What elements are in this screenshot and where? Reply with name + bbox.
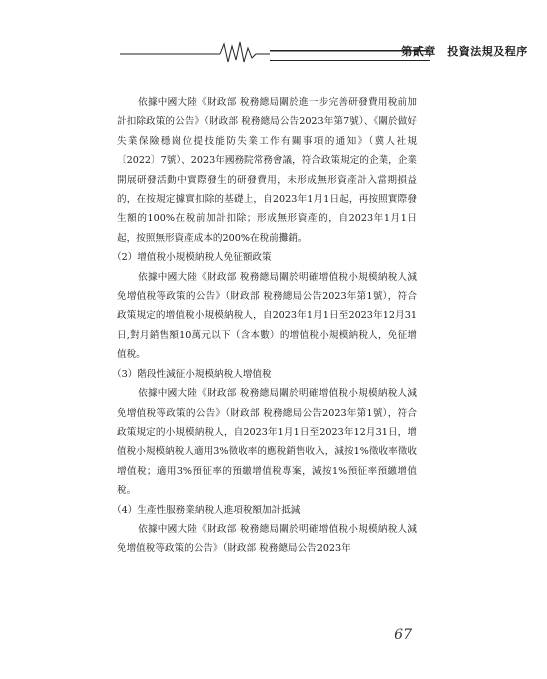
paragraph-vat-reduction: 依據中國大陸《財政部 稅務總局關於明確增值稅小規模納稅人減免增值稅等政策的公告》（財政部 稅務總局公告2023年第1號），符合政策規定的小規模納稅人，自2023年1月1日至2023年12月31日，增值稅小規模納稅人適用3%徵收率的應稅銷售收入，減按1%徵收率徵收增值稅；適用3%預征率的預繳增值稅專案，減按1%預征率預繳增值稅。 [117, 388, 417, 497]
running-header [120, 40, 528, 64]
paragraph-input-tax-credit: 依據中國大陸《財政部 稅務總局關於明確增值稅小規模納稅人減免增值稅等政策的公告》（財政部 稅務總局公告2023年 [117, 523, 417, 555]
paragraph-vat-exemption: 依據中國大陸《財政部 稅務總局關於明確增值稅小規模納稅人減免增值稅等政策的公告》（財政部 稅務總局公告2023年第1號），符合政策規定的增值稅小規模納稅人，自2023年1月1日至2023年12月31日,對月銷售額10萬元以下（含本數）的增值稅小規模納稅人，免征增值稅。 [117, 271, 417, 361]
body-text [112, 93, 417, 559]
paragraph-rd-deduction: 依據中國大陸《財政部 稅務總局關於進一步完善研發費用稅前加計扣除政策的公告》（財政部 稅務總局公告2023年第7號）、《關於做好失業保險穩崗位提技能防失業工作有關事項的通知》（冀人社規〔2022〕7號）、2023年國務院常務會議，符合政策規定的企業，企業開展研發活動中實際發生的研發費用，未形成無形資產計入當期損益的，在按規定據實扣除的基礎上，自2023年1月1日起，再按照實際發生額的100%在稅前加計扣除；形成無形資產的，自2023年1月1日起，按照無形資產成本的200%在稅前攤銷。 [117, 97, 417, 244]
chapter-title: 第貳章 投資法規及程序 [401, 45, 528, 58]
section-heading-4: （4）生產性服務業納稅人進項稅額加計抵減 [112, 504, 301, 516]
section-heading-3: （3）階段性減征小規模納稅人增值稅 [112, 368, 272, 380]
section-heading-2: （2）增值稅小規模納稅人免征額政策 [112, 252, 272, 264]
page-number: 67 [394, 627, 412, 643]
